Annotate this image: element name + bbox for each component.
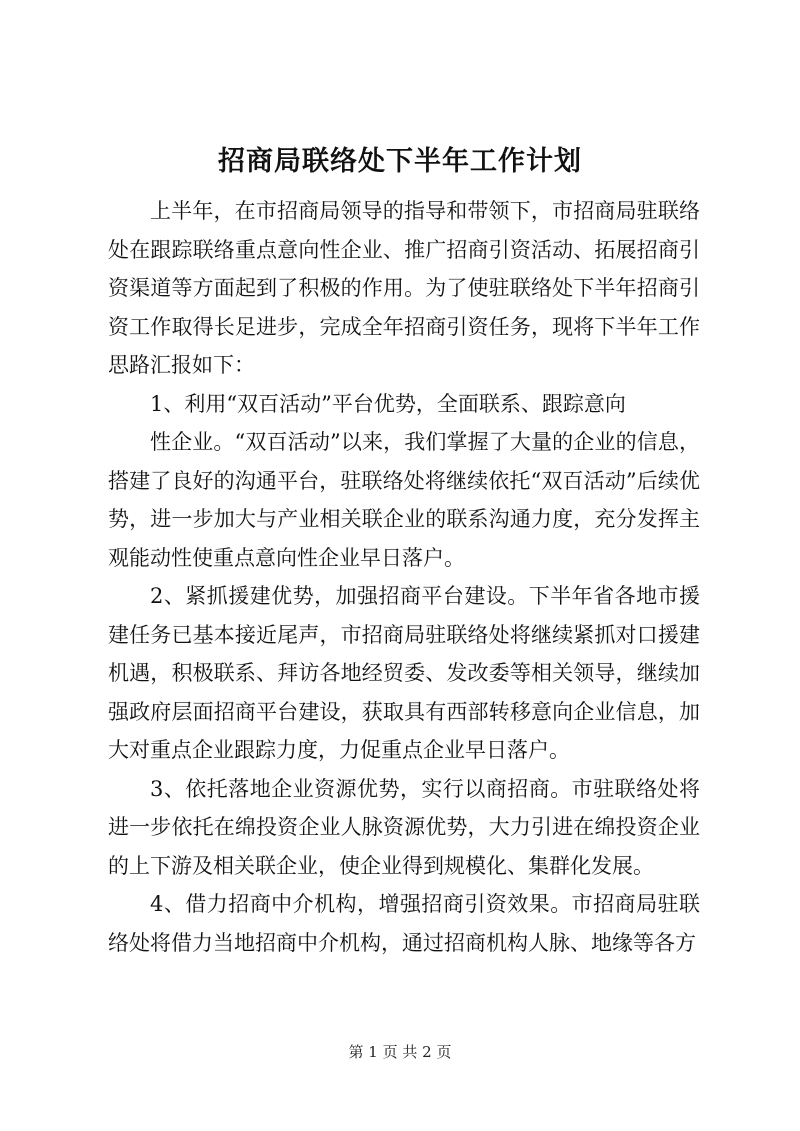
document-body — [108, 192, 700, 962]
paragraph-item-1-body: 性企业。“双百活动”以来，我们掌握了大量的企业的信息，搭建了良好的沟通平台，驻联络处将继续依托“双百活动”后续优势，进一步加大与产业相关联企业的联系沟通力度，充分发挥主观能动性使重点意向性企业早日落户。 — [108, 430, 700, 570]
paragraph-item-2: 2、紧抓援建优势，加强招商平台建设。下半年省各地市援建任务已基本接近尾声，市招商局驻联络处将继续紧抓对口援建机遇，积极联系、拜访各地经贸委、发改委等相关领导，继续加强政府层面招商平台建设，获取具有西部转移意向企业信息，加大对重点企业跟踪力度，力促重点企业早日落户。 — [108, 584, 700, 762]
document-title: 招商局联络处下半年工作计划 — [218, 146, 582, 177]
paragraph-item-3: 3、依托落地企业资源优势，实行以商招商。市驻联络处将进一步依托在绵投资企业人脉资源优势，大力引进在绵投资企业的上下游及相关联企业，使企业得到规模化、集群化发展。 — [108, 776, 700, 878]
paragraph-intro: 上半年，在市招商局领导的指导和带领下，市招商局驻联络处在跟踪联络重点意向性企业、推广招商引资活动、拓展招商引资渠道等方面起到了积极的作用。为了使驻联络处下半年招商引资工作取得长足进步，完成全年招商引资任务，现将下半年工作思路汇报如下： — [108, 199, 700, 377]
page-number-footer: 第 1 页 共 2 页 — [348, 1043, 452, 1061]
paragraph-item-1-heading: 1、利用“双百活动”平台优势，全面联系、跟踪意向 — [150, 391, 626, 416]
paragraph-item-4: 4、借力招商中介机构，增强招商引资效果。市招商局驻联络处将借力当地招商中介机构，通过招商机构人脉、地缘等各方 — [108, 892, 700, 955]
